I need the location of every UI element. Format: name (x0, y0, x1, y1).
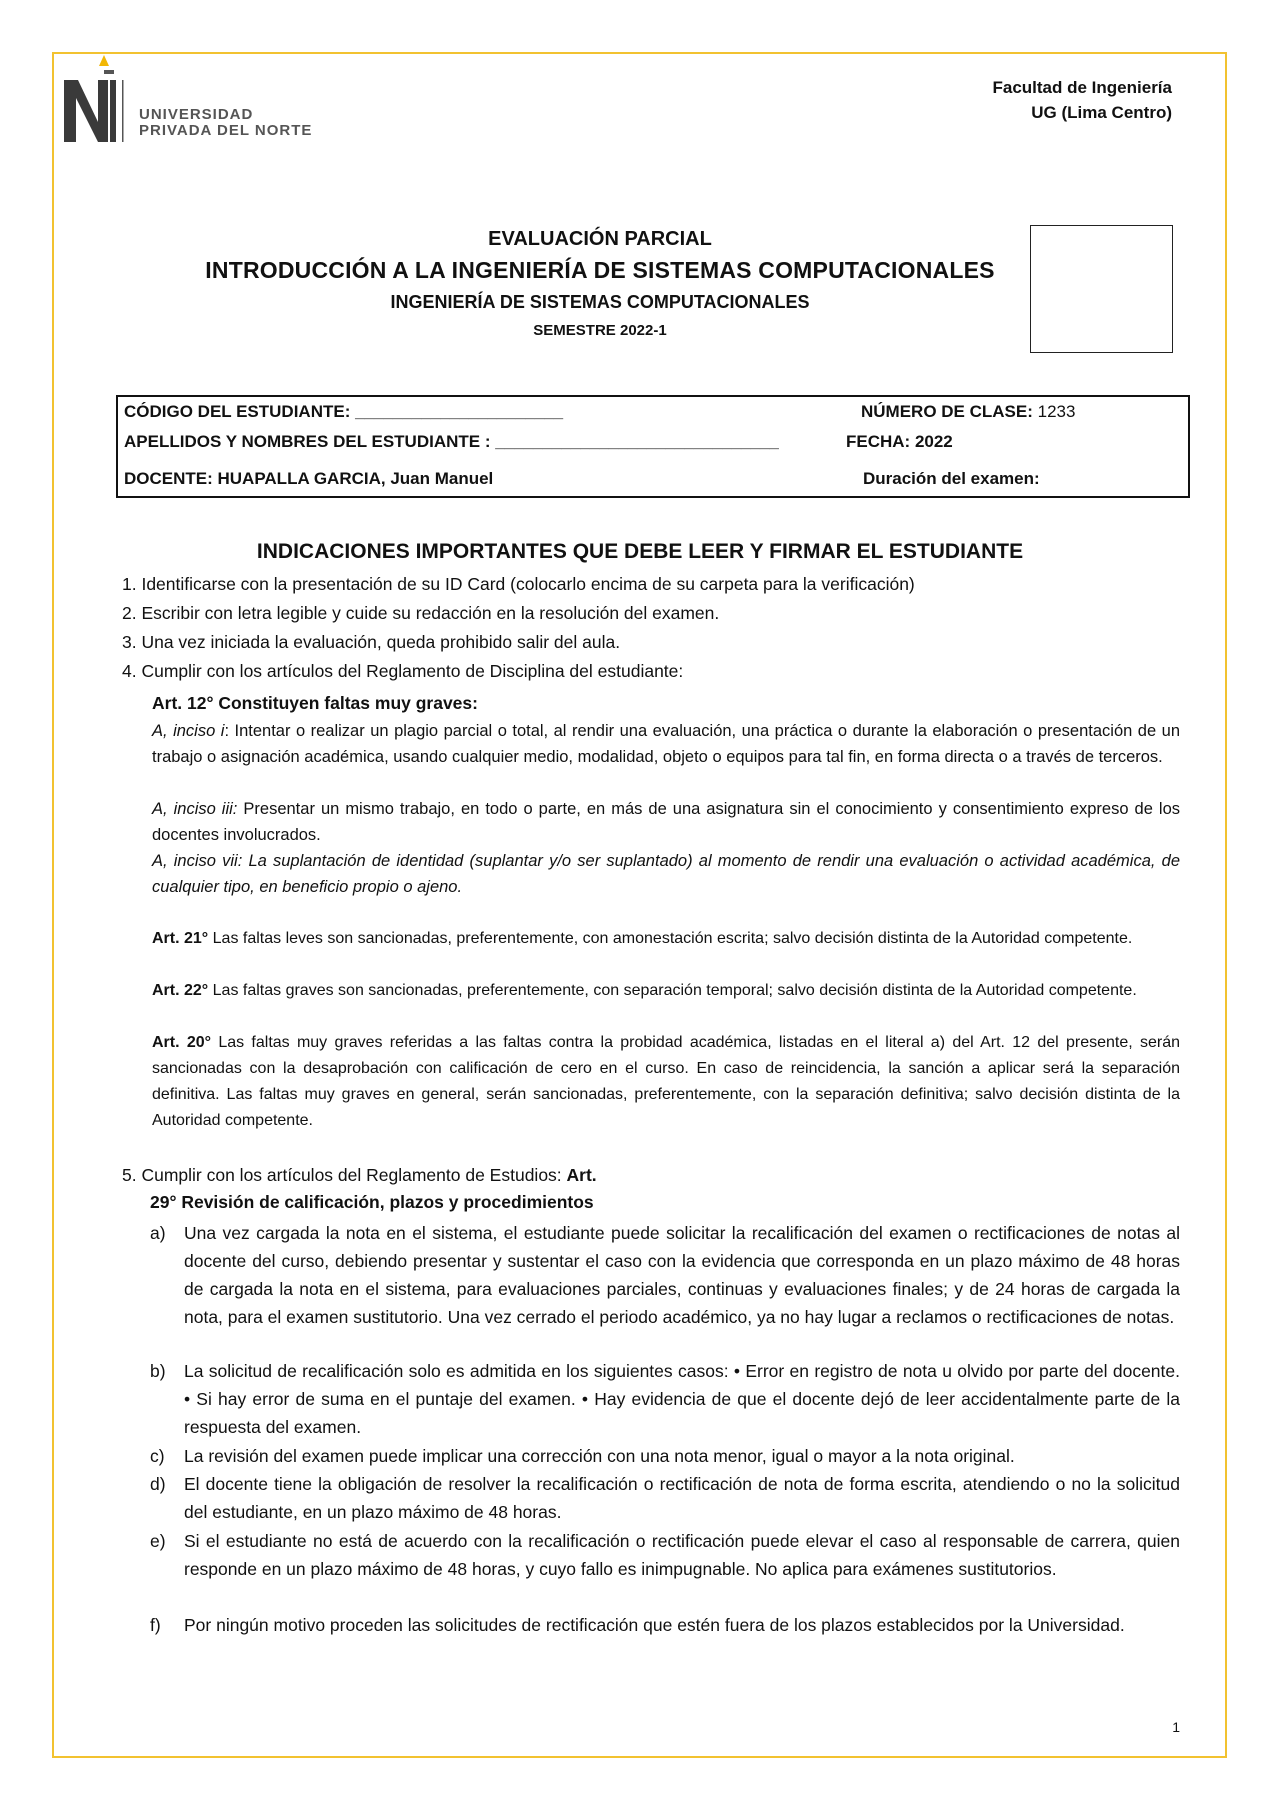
art12-clause-iii-text: Presentar un mismo trabajo, en todo o parte, en más de una asignatura sin el conocimiento y consentimiento expreso de los docentes involucrados. (152, 800, 1180, 844)
sub-item-text: Si el estudiante no está de acuerdo con la recalificación o rectificación puede elevar el caso al responsable de carrera, quien responde en un plazo máximo de 48 horas, y cuyo fallo es inimpugnable. No aplica para exámenes sustitutorios. (184, 1531, 1180, 1579)
campus-name: UG (Lima Centro) (1031, 103, 1172, 122)
list-item: 1. Identificarse con la presentación de su ID Card (colocarlo encima de su carpeta para la verificación) (122, 574, 915, 594)
class-number-field (861, 402, 1075, 422)
sub-item-text: La solicitud de recalificación solo es admitida en los siguientes casos: • Error en registro de nota u olvido por parte del docente. • Si hay error de suma en el puntaje del examen. • Hay evidencia de que el docente dejó de leer accidentalmente parte de la respuesta del examen. (184, 1361, 1180, 1437)
sub-item-b (150, 1357, 1180, 1441)
sub-item-d (150, 1470, 1180, 1526)
page-number: 1 (1172, 1719, 1180, 1735)
sub-item-letter: f) (150, 1615, 161, 1635)
semester-title: SEMESTRE 2022-1 (533, 322, 667, 339)
instructions-heading: INDICACIONES IMPORTANTES QUE DEBE LEER Y FIRMAR EL ESTUDIANTE (256, 540, 1024, 563)
sub-item-letter: c) (150, 1446, 165, 1466)
sub-item-text: Por ningún motivo proceden las solicitudes de rectificación que estén fuera de los plazos establecidos por la Universidad. (184, 1615, 1125, 1635)
sub-item-f (150, 1611, 1180, 1667)
art22-text: Las faltas graves son sancionadas, preferentemente, con separación temporal; salvo decisión distinta de la Autoridad competente. (208, 982, 1137, 999)
art22-paragraph (152, 978, 1180, 1004)
item-5-bold: Art. (566, 1165, 597, 1185)
date-field: FECHA: 2022 (846, 432, 953, 451)
sub-item-e (150, 1527, 1180, 1611)
sub-item-text: Una vez cargada la nota en el sistema, el estudiante puede solicitar la recalificación del examen o rectificaciones de notas al docente del curso, debiendo presentar y sustentar el caso con la evidencia que corresponda en un plazo máximo de 48 horas de cargada la nota en el sistema, para evaluaciones parciales, continuas y evaluaciones finales; y de 24 horas de cargada la nota, para el examen sustitutorio. Una vez cerrado el periodo académico, ya no hay lugar a reclamos o rectificaciones de notas. (184, 1223, 1180, 1327)
art20-text: Las faltas muy graves referidas a las faltas contra la probidad académica, listadas en el literal a) del Art. 12 del presente, serán sancionadas con la desaprobación con calificación de cero en el curso. En caso de reincidencia, la sanción a aplicar será la separación definitiva. Las faltas muy graves en general, serán sancionadas, preferentemente, con la separación definitiva; salvo decisión distinta de la Autoridad competente. (152, 1034, 1181, 1129)
art12-clause-i (152, 718, 1180, 770)
student-info-box (116, 395, 1190, 498)
art20-paragraph (152, 1030, 1180, 1134)
sub-item-a (150, 1219, 1180, 1359)
sub-item-c (150, 1442, 1180, 1470)
class-number-value: 1233 (1032, 402, 1076, 421)
art12-clause-iii-label: A, inciso iii: (152, 800, 238, 818)
art29-title: 29° Revisión de calificación, plazos y procedimientos (150, 1192, 594, 1212)
art12-clause-i-text: : Intentar o realizar un plagio parcial o total, al rendir una evaluación, una práctica o durante la elaboración o presentación de un trabajo o asignación académica, usando cualquier medio, modalidad, objeto o equipos para tal fin, en forma directa o a través de terceros. (152, 722, 1181, 766)
student-code-field: CÓDIGO DEL ESTUDIANTE: ______________________ (124, 402, 564, 421)
art20-label: Art. 20° (152, 1034, 212, 1051)
art12-title: Art. 12° Constituyen faltas muy graves: (152, 693, 478, 713)
list-item: 4. Cumplir con los artículos del Reglamento de Disciplina del estudiante: (122, 661, 684, 681)
grade-box (1030, 225, 1173, 353)
sub-item-text: El docente tiene la obligación de resolver la recalificación o rectificación de nota de forma escrita, atendiendo o no la solicitud del estudiante, en un plazo máximo de 48 horas. (184, 1474, 1180, 1522)
logo-text-line1: UNIVERSIDAD (139, 106, 254, 123)
sub-item-letter: b) (150, 1361, 166, 1381)
list-item: 2. Escribir con letra legible y cuide su redacción en la resolución del examen. (122, 603, 720, 623)
faculty-header (993, 75, 1173, 125)
item-5-text: 5. Cumplir con los artículos del Reglamento de Estudios: (122, 1165, 567, 1185)
logo-text-line2: PRIVADA DEL NORTE (139, 122, 313, 139)
art12-clause-iii (152, 796, 1180, 848)
art21-text: Las faltas leves son sancionadas, preferentemente, con amonestación escrita; salvo decisión distinta de la Autoridad competente. (208, 930, 1133, 947)
program-title: INGENIERÍA DE SISTEMAS COMPUTACIONALES (390, 292, 810, 312)
sub-item-letter: a) (150, 1223, 166, 1243)
student-name-field: APELLIDOS Y NOMBRES DEL ESTUDIANTE : ______________________________ (124, 432, 779, 451)
art12-clause-i-label: A, inciso i (152, 722, 225, 740)
art22-label: Art. 22° (152, 982, 209, 999)
duration-field: Duración del examen: (863, 469, 1040, 488)
exam-title: EVALUACIÓN PARCIAL (488, 228, 712, 250)
art12-clause-vii: A, inciso vii: La suplantación de identidad (suplantar y/o ser suplantado) al momento de rendir una evaluación o actividad académica, de cualquier tipo, en beneficio propio o ajeno. (152, 852, 1180, 896)
sub-item-letter: e) (150, 1531, 166, 1551)
list-item: 3. Una vez iniciada la evaluación, queda prohibido salir del aula. (122, 632, 621, 652)
class-number-label: NÚMERO DE CLASE: (861, 402, 1033, 421)
art21-label: Art. 21° (152, 930, 209, 947)
item-5 (122, 1165, 597, 1186)
course-title: INTRODUCCIÓN A LA INGENIERÍA DE SISTEMAS COMPUTACIONALES (205, 257, 995, 283)
faculty-name: Facultad de Ingeniería (992, 78, 1172, 97)
university-logo (64, 52, 354, 147)
teacher-field: DOCENTE: HUAPALLA GARCIA, Juan Manuel (124, 469, 494, 488)
art21-paragraph (152, 926, 1180, 952)
sub-item-text: La revisión del examen puede implicar una corrección con una nota menor, igual o mayor a la nota original. (184, 1446, 1015, 1466)
sub-item-letter: d) (150, 1474, 166, 1494)
